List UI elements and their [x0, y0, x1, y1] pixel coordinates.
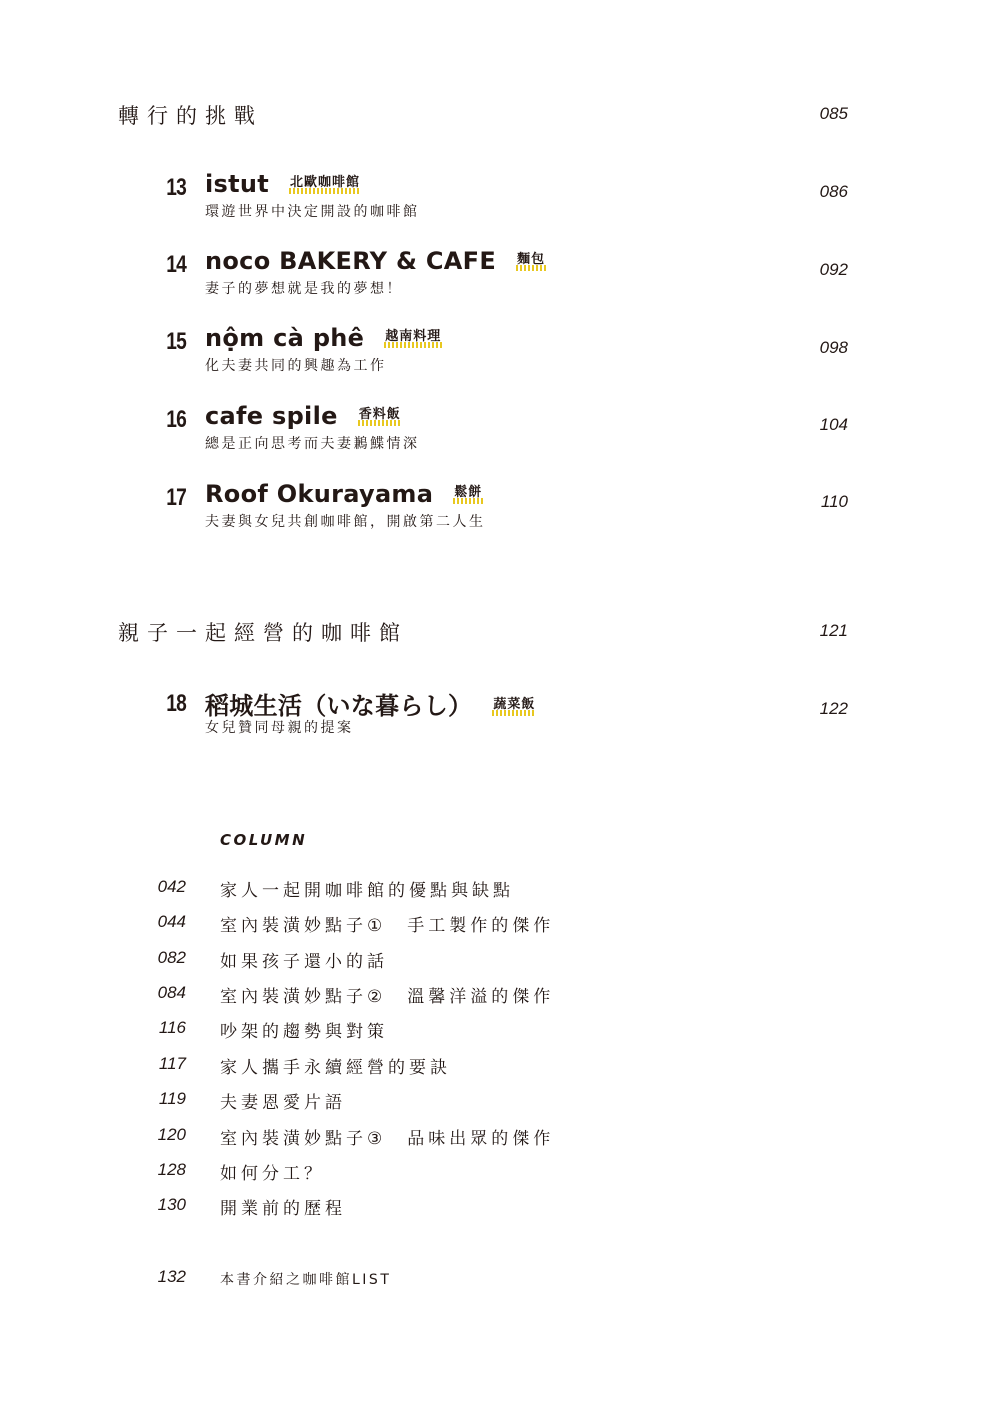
column-item[interactable] [0, 1017, 1000, 1041]
entry-subtitle: 夫妻與女兒共創咖啡館，開啟第二人生 [205, 514, 486, 530]
entry-number: 13 [166, 174, 186, 201]
entry-page-number: 104 [819, 415, 848, 434]
column-item-title: 開業前的歷程 [220, 1199, 346, 1219]
column-item-page: 130 [157, 1195, 186, 1214]
entry-page-number: 092 [819, 260, 848, 279]
column-item-page: 116 [158, 1018, 186, 1037]
entry-page-number: 086 [819, 182, 848, 201]
entry-number: 17 [166, 484, 186, 511]
entry-subtitle: 女兒贊同母親的提案 [205, 720, 354, 736]
column-item-title: 夫妻恩愛片語 [220, 1093, 346, 1113]
column-item-title: 室內裝潢妙點子① 手工製作的傑作 [220, 916, 555, 936]
entry-tag: 越南料理 [384, 325, 442, 348]
column-item-page: 084 [157, 983, 186, 1002]
section-title: 轉行的挑戰 [118, 104, 263, 128]
entry-number: 18 [166, 690, 186, 717]
column-item-page: 120 [157, 1125, 186, 1144]
column-item[interactable] [0, 1088, 1000, 1112]
entry-tag: 香料飯 [358, 403, 402, 426]
entry-name: Roof Okurayama 鬆餅 [205, 480, 483, 508]
column-item-page: 082 [157, 948, 186, 967]
column-item-title: 吵架的趨勢與對策 [220, 1022, 388, 1042]
entry-subtitle: 環遊世界中決定開設的咖啡館 [205, 204, 420, 220]
entry-subtitle: 妻子的夢想就是我的夢想！ [205, 281, 403, 297]
column-item-title: 如何分工？ [220, 1164, 325, 1184]
entry-number: 16 [166, 406, 186, 433]
entry-number: 15 [166, 328, 186, 355]
column-item[interactable] [0, 947, 1000, 971]
column-item-title: 室內裝潢妙點子③ 品味出眾的傑作 [220, 1129, 555, 1149]
entry-page-number: 122 [819, 699, 848, 718]
entry-name: 稻城生活（いな暮らし） 蔬菜飯 [205, 692, 536, 720]
cafe-list-page: 132 [157, 1267, 186, 1286]
column-item-title: 室內裝潢妙點子② 溫馨洋溢的傑作 [220, 987, 555, 1007]
entry-tag: 麵包 [516, 248, 546, 271]
entry-page-number: 098 [819, 338, 848, 357]
entry-tag: 北歐咖啡館 [289, 171, 361, 194]
column-heading: COLUMN [220, 831, 308, 849]
section-title: 親子一起經營的咖啡館 [118, 621, 408, 645]
column-item[interactable] [0, 1053, 1000, 1077]
column-item-title: 家人一起開咖啡館的優點與缺點 [220, 881, 514, 901]
column-item[interactable] [0, 1124, 1000, 1148]
column-item[interactable] [0, 1159, 1000, 1183]
entry-tag: 蔬菜飯 [492, 693, 536, 716]
column-item[interactable] [0, 911, 1000, 935]
entry-number: 14 [166, 251, 186, 278]
column-item-page: 128 [157, 1160, 186, 1179]
entry-subtitle: 總是正向思考而夫妻鶼鰈情深 [205, 436, 420, 452]
entry-subtitle: 化夫妻共同的興趣為工作 [205, 358, 387, 374]
column-item-page: 044 [157, 912, 186, 931]
entry-name: nộm cà phê 越南料理 [205, 324, 442, 352]
cafe-list-entry[interactable] [0, 1266, 1000, 1290]
section-page-number: 121 [819, 621, 848, 640]
column-item[interactable] [0, 982, 1000, 1006]
column-item-page: 119 [158, 1089, 186, 1108]
entry-page-number: 110 [820, 492, 848, 511]
cafe-list-title: 本書介紹之咖啡館LIST [220, 1272, 392, 1288]
entry-name: istut 北歐咖啡館 [205, 170, 361, 198]
column-item-page: 117 [158, 1054, 186, 1073]
column-item[interactable] [0, 876, 1000, 900]
column-item-title: 家人攜手永續經營的要訣 [220, 1058, 451, 1078]
entry-name: noco BAKERY & CAFE 麵包 [205, 247, 546, 275]
entry-name: cafe spile 香料飯 [205, 402, 401, 430]
section-page-number: 085 [819, 104, 848, 123]
column-item-page: 042 [157, 877, 186, 896]
column-item[interactable] [0, 1194, 1000, 1218]
entry-tag: 鬆餅 [453, 481, 483, 504]
column-item-title: 如果孩子還小的話 [220, 952, 388, 972]
